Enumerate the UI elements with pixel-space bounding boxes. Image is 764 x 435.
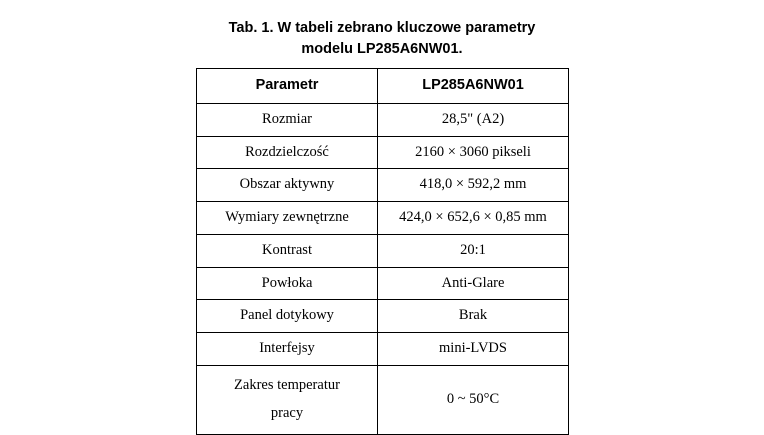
cell-value: Brak: [378, 300, 569, 333]
table-row: [197, 365, 569, 434]
cell-parameter: Kontrast: [197, 234, 378, 267]
cell-parameter: Powłoka: [197, 267, 378, 300]
table-caption-line-1: Tab. 1. W tabeli zebrano kluczowe parametry: [228, 20, 536, 36]
table-row: [197, 333, 569, 366]
cell-value: mini-LVDS: [378, 333, 569, 366]
cell-parameter-line-1: Zakres temperatur: [234, 377, 340, 394]
cell-parameter: Interfejsy: [197, 333, 378, 366]
table-row: [197, 300, 569, 333]
table-header-row: [197, 69, 569, 104]
table-row: [197, 169, 569, 202]
cell-value: 0 ~ 50°C: [378, 365, 569, 434]
table-block: [196, 18, 568, 435]
cell-parameter: Wymiary zewnętrzne: [197, 202, 378, 235]
cell-value: 28,5" (A2): [378, 103, 569, 136]
cell-parameter: [197, 365, 378, 434]
cell-parameter: Obszar aktywny: [197, 169, 378, 202]
table-row: [197, 267, 569, 300]
table-row: [197, 136, 569, 169]
cell-parameter: Rozmiar: [197, 103, 378, 136]
table-caption: [196, 18, 568, 60]
column-header-model: LP285A6NW01: [378, 69, 569, 104]
cell-parameter-line-2: pracy: [270, 404, 304, 421]
cell-value: 2160 × 3060 pikseli: [378, 136, 569, 169]
cell-parameter: Rozdzielczość: [197, 136, 378, 169]
table-body: [197, 103, 569, 434]
cell-value: 418,0 × 592,2 mm: [378, 169, 569, 202]
table-row: [197, 234, 569, 267]
parameters-table: [196, 68, 569, 435]
table-row: [197, 103, 569, 136]
cell-value: Anti-Glare: [378, 267, 569, 300]
table-row: [197, 202, 569, 235]
table-caption-line-2: modelu LP285A6NW01.: [301, 41, 463, 58]
column-header-parameter: Parametr: [197, 69, 378, 104]
cell-parameter: Panel dotykowy: [197, 300, 378, 333]
cell-value: 424,0 × 652,6 × 0,85 mm: [378, 202, 569, 235]
cell-value: 20:1: [378, 234, 569, 267]
table-header: [197, 69, 569, 104]
